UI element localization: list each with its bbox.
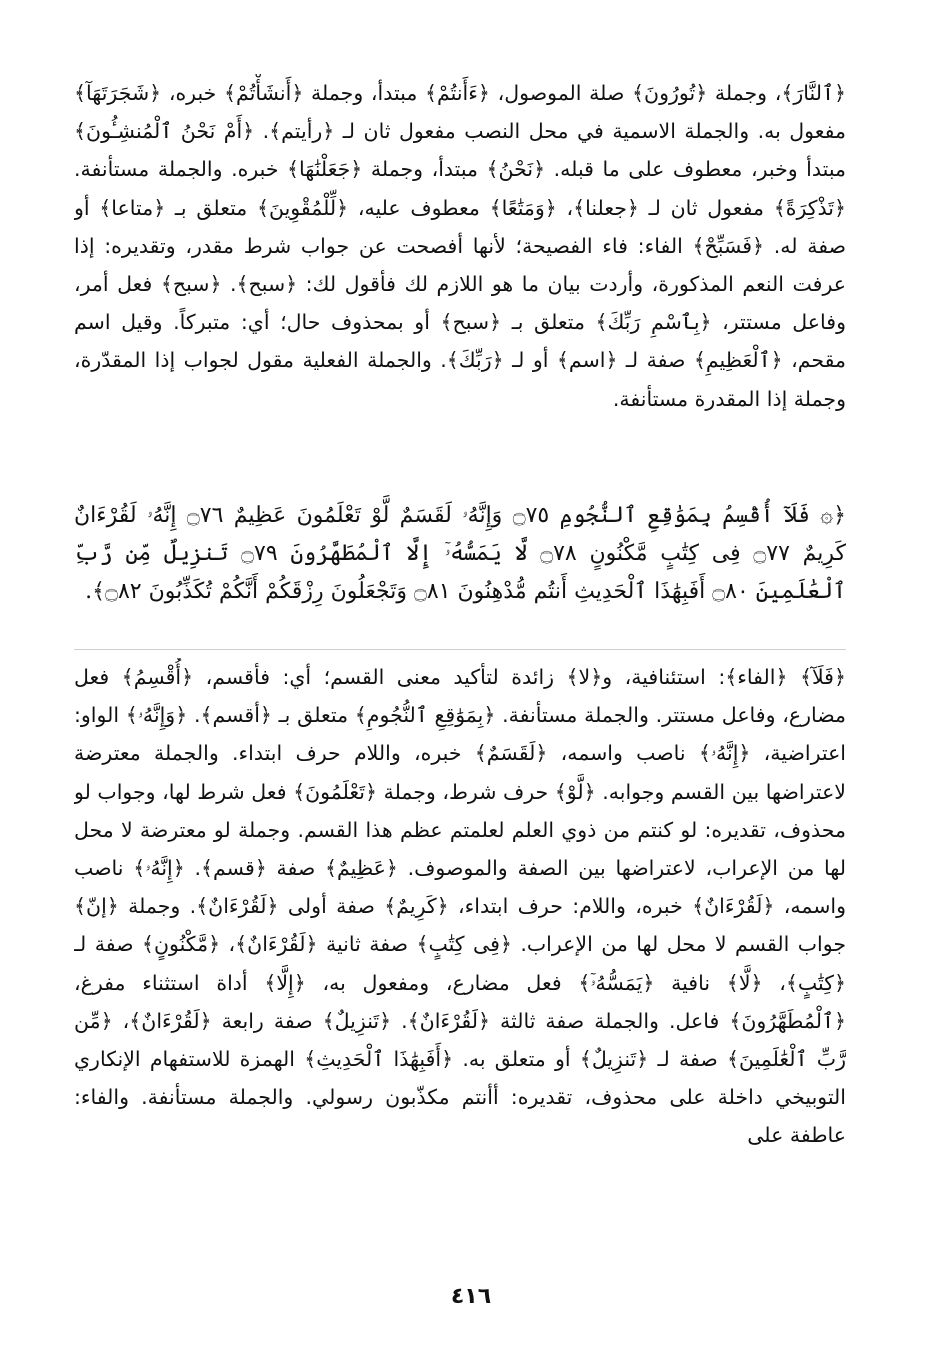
- quran-verses-block: ﴿۞ فَلَآ أُقْسِمُ بِمَوَٰقِعِ ٱلنُّجُومِ ۝٧٥ وَإِنَّهُۥ لَقَسَمٌ لَّوْ تَعْلَمُونَ عَظِيمٌ ۝٧٦ إِنَّهُۥ لَقُرْءَانٌ كَرِيمٌ ۝٧٧ فِى كِتَٰبٍ مَّكْنُونٍ ۝٧٨ لَّا يَمَسُّهُۥٓ إِلَّا ٱلْمُطَهَّرُونَ ۝٧٩ تَنزِيلٌ مِّن رَّبِّ ٱلْعَٰلَمِينَ ۝٨٠ أَفَبِهَٰذَا ٱلْحَدِيثِ أَنتُم مُّدْهِنُونَ ۝٨١ وَتَجْعَلُونَ رِزْقَكُمْ أَنَّكُمْ تُكَذِّبُونَ ۝٨٢﴾.: [74, 494, 846, 650]
- grammar-paragraph-1: ﴿ٱلنَّارَ﴾، وجملة ﴿تُورُونَ﴾ صلة الموصول، ﴿ءَأَنتُمْ﴾ مبتدأ، وجملة ﴿أَنشَأْتُمْ﴾ خبره، ﴿شَجَرَتَهَآ﴾ مفعول به. والجملة الاسمية في محل النصب مفعول ثان لـ ﴿رأيتم﴾. ﴿أَمْ نَحْنُ ٱلْمُنشِـُٔونَ﴾ مبتدأ وخبر، معطوف على ما قبله. ﴿نَحْنُ﴾ مبتدأ، وجملة ﴿جَعَلْنَٰهَا﴾ خبره. والجملة مستأنفة. ﴿تَذْكِرَةً﴾ مفعول ثان لـ ﴿جعلنا﴾، ﴿وَمَتَٰعًا﴾ معطوف عليه، ﴿لِّلْمُقْوِينَ﴾ متعلق بـ ﴿متاعا﴾ أو صفة له. ﴿فَسَبِّحْ﴾ الفاء: فاء الفصيحة؛ لأنها أفصحت عن جواب شرط مقدر، وتقديره: إذا عرفت النعم المذكورة، وأردت بيان ما هو اللازم لك فأقول لك: ﴿سبح﴾. ﴿سبح﴾ فعل أمر، وفاعل مستتر، ﴿بِٱسْمِ رَبِّكَ﴾ متعلق بـ ﴿سبح﴾ أو بمحذوف حال؛ أي: متبركاً. وقيل اسم مقحم، ﴿ٱلْعَظِيمِ﴾ صفة لـ ﴿اسم﴾ أو لـ ﴿رَبِّكَ﴾. والجملة الفعلية مقول لجواب إذا المقدّرة، وجملة إذا المقدرة مستأنفة.: [74, 81, 846, 411]
- page-body: [74, 74, 846, 1274]
- grammar-paragraph-2: ﴿فَلَآ﴾ ﴿الفاء﴾: استئنافية، و﴿لا﴾ زائدة لتأكيد معنى القسم؛ أي: فأقسم، ﴿أُقْسِمُ﴾ فعل مضارع، وفاعل مستتر. والجملة مستأنفة. ﴿بِمَوَٰقِعِ ٱلنُّجُومِ﴾ متعلق بـ ﴿أقسم﴾. ﴿وَإِنَّهُۥ﴾ الواو: اعتراضية، ﴿إِنَّهُۥ﴾ ناصب واسمه، ﴿لَقَسَمٌ﴾ خبره، واللام حرف ابتداء. والجملة معترضة لاعتراضها بين القسم وجوابه. ﴿لَّوْ﴾ حرف شرط، وجملة ﴿تَعْلَمُونَ﴾ فعل شرط لها، وجواب لو محذوف، تقديره: لو كنتم من ذوي العلم لعلمتم عظم هذا القسم. وجملة لو معترضة لا محل لها من الإعراب، لاعتراضها بين الصفة والموصوف. ﴿عَظِيمٌ﴾ صفة ﴿قسم﴾. ﴿إِنَّهُۥ﴾ ناصب واسمه، ﴿لَقُرْءَانٌ﴾ خبره، واللام: حرف ابتداء، ﴿كَرِيمٌ﴾ صفة أولى ﴿لَقُرْءَانٌ﴾. وجملة ﴿إنّ﴾ جواب القسم لا محل لها من الإعراب. ﴿فِى كِتَٰبٍ﴾ صفة ثانية ﴿لَقُرْءَانٌ﴾، ﴿مَّكْنُونٍ﴾ صفة لـ ﴿كِتَٰبٍ﴾، ﴿لَّا﴾ نافية ﴿يَمَسُّهُۥٓ﴾ فعل مضارع، ومفعول به، ﴿إِلَّا﴾ أداة استثناء مفرغ، ﴿ٱلْمُطَهَّرُونَ﴾ فاعل. والجملة صفة ثالثة ﴿لَقُرْءَانٌ﴾. ﴿تَنزِيلٌ﴾ صفة رابعة ﴿لَقُرْءَانٌ﴾، ﴿مِّن رَّبِّ ٱلْعَٰلَمِينَ﴾ صفة لـ ﴿تَنزِيلٌ﴾ أو متعلق به. ﴿أَفَبِهَٰذَا ٱلْحَدِيثِ﴾ الهمزة للاستفهام الإنكاري التوبيخي داخلة على محذوف، تقديره: أأنتم مكذّبون رسولي. والجملة مستأنفة. والفاء: عاطفة على: [74, 665, 846, 1148]
- page-number: ٤١٦: [450, 1284, 492, 1309]
